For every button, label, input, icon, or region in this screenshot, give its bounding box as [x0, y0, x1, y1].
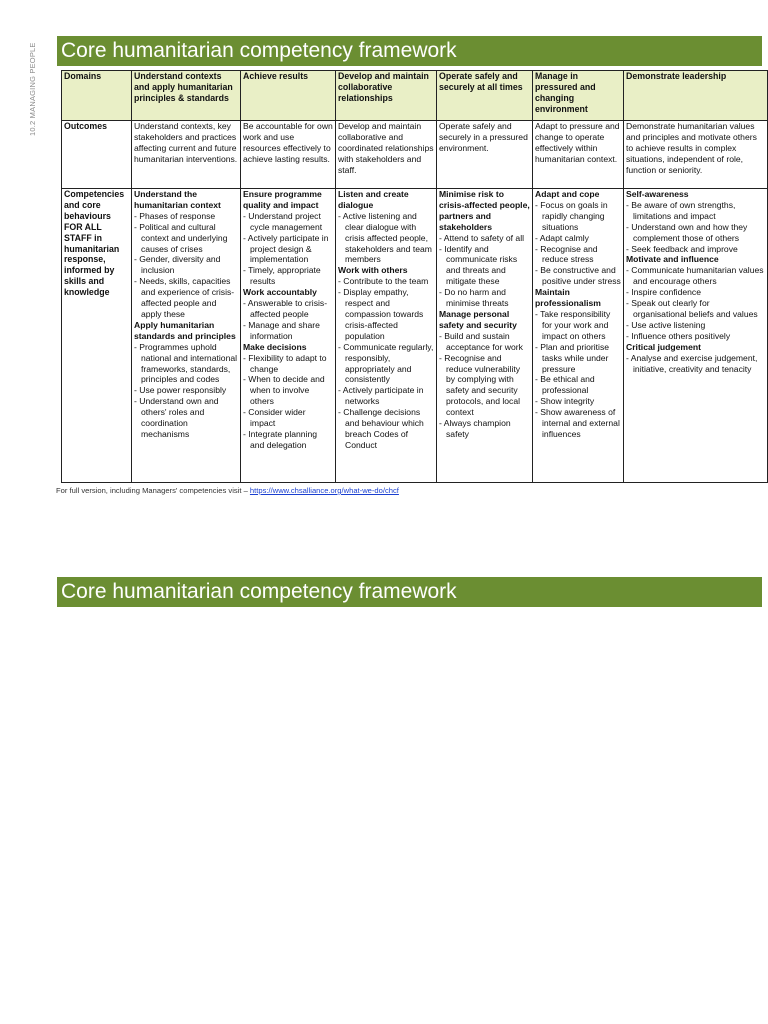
- domain-cell: Demonstrate leadership: [624, 71, 768, 121]
- outcome-cell: Develop and maintain collaborative and coordinated relationships with stakeholders and staff.: [336, 121, 437, 189]
- behaviour-item: - Answerable to crisis-affected people: [243, 298, 328, 319]
- behaviour-item: - Show integrity: [535, 396, 595, 407]
- behaviour-item: - Flexibility to adapt to change: [243, 352, 327, 374]
- behaviour-item: - Phases of response: [134, 210, 216, 221]
- competencies-row-header: Competencies and core behaviours FOR ALL STAFF in humanitarian response, informed by skills and knowledge: [62, 189, 132, 483]
- competency-heading: Understand the humanitarian context: [134, 189, 221, 210]
- outcome-cell: Operate safely and securely in a pressured environment.: [437, 121, 533, 189]
- repeated-title-banner: [57, 577, 762, 607]
- behaviour-item: - Plan and prioritise tasks while under pressure: [535, 341, 610, 374]
- behaviour-item: - Active listening and clear dialogue with crisis affected people, stakeholders and team members: [338, 210, 432, 265]
- behaviour-item: - Inspire confidence: [626, 287, 701, 298]
- behaviour-item: - Timely, appropriate results: [243, 265, 321, 287]
- behaviour-item: - Political and cultural context and underlying causes of crises: [134, 221, 228, 254]
- behaviour-item: - Actively participate in networks: [338, 385, 424, 407]
- behaviour-item: - Analyse and exercise judgement, initiative, creativity and tenacity: [626, 352, 758, 374]
- behaviour-item: - Understand own and how they complement those of others: [626, 221, 748, 243]
- section-side-label: [28, 42, 44, 136]
- competency-heading: Motivate and influence: [626, 254, 719, 265]
- domain-cell: Operate safely and securely at all times: [437, 71, 533, 121]
- behaviour-item: - Build and sustain acceptance for work: [439, 330, 523, 352]
- behaviour-item: - Focus on goals in rapidly changing situations: [535, 199, 608, 232]
- behaviour-item: - Always champion safety: [439, 418, 511, 439]
- behaviour-item: - Do no harm and minimise threats: [439, 287, 509, 309]
- domains-row-header: Domains: [62, 71, 132, 121]
- footnote-text: For full version, including Managers' competencies visit –: [56, 486, 250, 495]
- competency-cell: [132, 189, 241, 483]
- behaviour-item: - Be aware of own strengths, limitations and impact: [626, 199, 736, 221]
- behaviour-item: - Contribute to the team: [338, 276, 429, 287]
- competency-cell: [533, 189, 624, 483]
- outcome-cell: Be accountable for own work and use resources effectively to achieve lasting results.: [241, 121, 336, 189]
- competency-heading: Minimise risk to crisis-affected people, partners and stakeholders: [439, 189, 530, 232]
- outcome-cell: Demonstrate humanitarian values and principles and motivate others to achieve results in complex situations, independent of role, function or seniority.: [624, 121, 768, 189]
- competency-heading: Make decisions: [243, 341, 307, 352]
- behaviour-item: - When to decide and when to involve others: [243, 374, 325, 407]
- behaviour-item: - Manage and share information: [243, 319, 320, 341]
- behaviour-item: - Take responsibility for your work and impact on others: [535, 308, 611, 341]
- behaviour-item: - Be ethical and professional: [535, 374, 595, 396]
- domain-cell: Manage in pressured and changing environment: [533, 71, 624, 121]
- competency-heading: Work accountably: [243, 287, 317, 298]
- behaviour-item: - Adapt calmly: [535, 232, 589, 243]
- behaviour-item: - Understand project cycle management: [243, 210, 323, 232]
- domain-cell: Develop and maintain collaborative relationships: [336, 71, 437, 121]
- competency-heading: Self-awareness: [626, 189, 689, 199]
- page-title: Core humanitarian competency framework: [61, 39, 457, 62]
- behaviour-item: - Needs, skills, capacities and experience of crisis-affected people and apply these: [134, 276, 235, 319]
- outcomes-row-header: Outcomes: [62, 121, 132, 189]
- behaviour-item: - Gender, diversity and inclusion: [134, 254, 221, 276]
- behaviour-item: - Be constructive and positive under stress: [535, 265, 621, 287]
- outcomes-row: [62, 121, 768, 189]
- domain-cell: Achieve results: [241, 71, 336, 121]
- competency-cell: [241, 189, 336, 483]
- competency-heading: Critical judgement: [626, 341, 701, 352]
- outcome-cell: Understand contexts, key stakeholders and practices affecting current and future humanitarian interventions.: [132, 121, 241, 189]
- competency-heading: Adapt and cope: [535, 189, 600, 199]
- behaviour-item: - Influence others positively: [626, 330, 731, 341]
- domain-cell: Understand contexts and apply humanitarian principles & standards: [132, 71, 241, 121]
- side-label-text: 10.2 MANAGING PEOPLE: [28, 42, 37, 136]
- outcome-cell: Adapt to pressure and change to operate effectively within humanitarian context.: [533, 121, 624, 189]
- behaviour-item: - Recognise and reduce vulnerability by complying with safety and security protocols, and local context: [439, 352, 521, 418]
- competency-heading: Maintain professionalism: [535, 287, 601, 309]
- footnote: [56, 486, 399, 495]
- competency-heading: Manage personal safety and security: [439, 308, 517, 330]
- competency-cell: [336, 189, 437, 483]
- behaviour-item: - Actively participate in project design & implementation: [243, 232, 329, 265]
- competency-heading: Work with others: [338, 265, 408, 276]
- behaviour-item: - Display empathy, respect and compassion towards crisis-affected population: [338, 287, 424, 341]
- competency-cell: [437, 189, 533, 483]
- competencies-row: [62, 189, 768, 483]
- behaviour-item: - Programmes uphold national and international frameworks, standards, principles and codes: [134, 341, 238, 385]
- competency-cell: [624, 189, 768, 483]
- competency-heading: Ensure programme quality and impact: [243, 189, 322, 210]
- behaviour-item: - Recognise and reduce stress: [535, 243, 598, 265]
- behaviour-item: - Integrate planning and delegation: [243, 428, 318, 450]
- behaviour-item: - Show awareness of internal and external influences: [535, 407, 620, 439]
- repeated-title: Core humanitarian competency framework: [61, 580, 457, 603]
- competency-heading: Listen and create dialogue: [338, 189, 409, 210]
- behaviour-item: - Understand own and others' roles and coordination mechanisms: [134, 396, 219, 439]
- competency-heading: Apply humanitarian standards and principles: [134, 319, 236, 341]
- behaviour-item: - Use active listening: [626, 319, 706, 330]
- behaviour-item: - Communicate regularly, responsibly, appropriately and consistently: [338, 341, 434, 385]
- competency-framework-table: [61, 70, 768, 483]
- behaviour-item: - Speak out clearly for organisational beliefs and values: [626, 298, 758, 319]
- behaviour-item: - Seek feedback and improve: [626, 243, 738, 254]
- behaviour-item: - Use power responsibly: [134, 385, 227, 396]
- behaviour-item: - Consider wider impact: [243, 407, 306, 429]
- chcf-link[interactable]: https://www.chsalliance.org/what-we-do/chcf: [249, 486, 399, 495]
- behaviour-item: - Communicate humanitarian values and encourage others: [626, 265, 764, 287]
- behaviour-item: - Challenge decisions and behaviour which breach Codes of Conduct: [338, 407, 424, 450]
- behaviour-item: - Attend to safety of all: [439, 232, 525, 243]
- domains-row: [62, 71, 768, 121]
- page-title-banner: [57, 36, 762, 66]
- behaviour-item: - Identify and communicate risks and threats and mitigate these: [439, 243, 518, 287]
